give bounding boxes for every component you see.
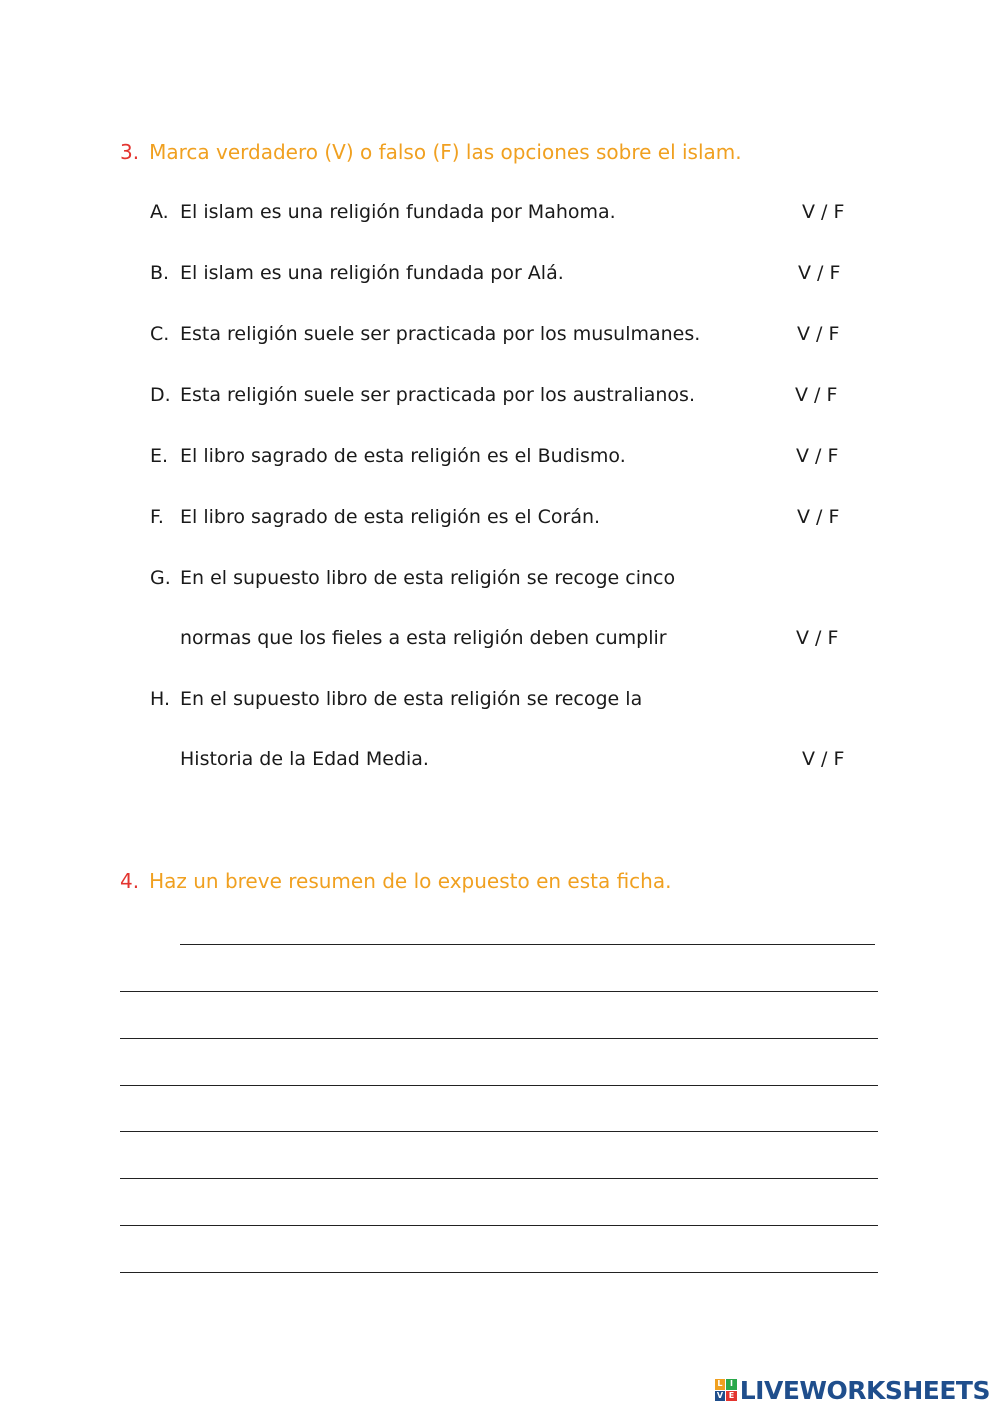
item-a-text: El islam es una religión fundada por Mahoma. — [180, 201, 616, 223]
item-f — [150, 504, 600, 530]
logo-mark-e: E — [726, 1391, 737, 1402]
answer-line-6[interactable] — [120, 1178, 878, 1179]
question-3-number: 3. — [120, 140, 140, 164]
item-a-letter: A. — [150, 201, 169, 223]
answer-line-8[interactable] — [120, 1272, 878, 1273]
question-3-text: Marca verdadero (V) o falso (F) las opciones sobre el islam. — [149, 140, 742, 164]
answer-line-3[interactable] — [120, 1038, 878, 1039]
item-d — [150, 382, 695, 408]
answer-line-7[interactable] — [120, 1225, 878, 1226]
logo-mark-l: L — [715, 1379, 726, 1390]
question-4-heading — [120, 869, 671, 893]
item-h — [150, 686, 642, 712]
item-h-text: En el supuesto libro de esta religión se recoge la — [180, 688, 643, 710]
item-h-letter: H. — [150, 688, 170, 710]
item-a — [150, 199, 616, 225]
item-g — [150, 565, 675, 591]
item-b-letter: B. — [150, 262, 170, 284]
item-h-vf[interactable]: V / F — [802, 748, 845, 770]
item-g-text: En el supuesto libro de esta religión se recoge cinco — [180, 567, 676, 589]
answer-line-1[interactable] — [180, 944, 875, 945]
answer-line-4[interactable] — [120, 1085, 878, 1086]
question-4-text: Haz un breve resumen de lo expuesto en esta ficha. — [149, 869, 672, 893]
item-f-text: El libro sagrado de esta religión es el Corán. — [180, 506, 601, 528]
item-e-text: El libro sagrado de esta religión es el Budismo. — [180, 445, 626, 467]
answer-line-5[interactable] — [120, 1131, 878, 1132]
item-d-vf[interactable]: V / F — [795, 384, 838, 406]
item-g-continuation: normas que los fieles a esta religión deben cumplir — [180, 627, 667, 649]
item-g-vf[interactable]: V / F — [796, 627, 839, 649]
liveworksheets-logo-text: LIVEWORKSHEETS — [739, 1375, 990, 1405]
item-a-vf[interactable]: V / F — [802, 201, 845, 223]
question-4-number: 4. — [120, 869, 140, 893]
liveworksheets-logo-icon — [715, 1379, 737, 1401]
item-f-vf[interactable]: V / F — [797, 506, 840, 528]
item-c — [150, 321, 700, 347]
answer-line-2[interactable] — [120, 991, 878, 992]
item-c-letter: C. — [150, 323, 170, 345]
item-c-text: Esta religión suele ser practicada por los musulmanes. — [180, 323, 701, 345]
item-b-vf[interactable]: V / F — [798, 262, 841, 284]
item-b-text: El islam es una religión fundada por Alá. — [180, 262, 564, 284]
item-g-letter: G. — [150, 567, 171, 589]
item-b — [150, 260, 564, 286]
item-h-continuation: Historia de la Edad Media. — [180, 748, 429, 770]
item-e-vf[interactable]: V / F — [796, 445, 839, 467]
item-d-letter: D. — [150, 384, 171, 406]
item-c-vf[interactable]: V / F — [797, 323, 840, 345]
liveworksheets-logo — [715, 1375, 990, 1405]
item-d-text: Esta religión suele ser practicada por los australianos. — [180, 384, 695, 406]
item-f-letter: F. — [150, 506, 164, 528]
item-e — [150, 443, 626, 469]
question-3-heading — [120, 140, 742, 164]
logo-mark-i: I — [726, 1379, 737, 1390]
item-e-letter: E. — [150, 445, 169, 467]
logo-mark-v: V — [715, 1391, 726, 1402]
